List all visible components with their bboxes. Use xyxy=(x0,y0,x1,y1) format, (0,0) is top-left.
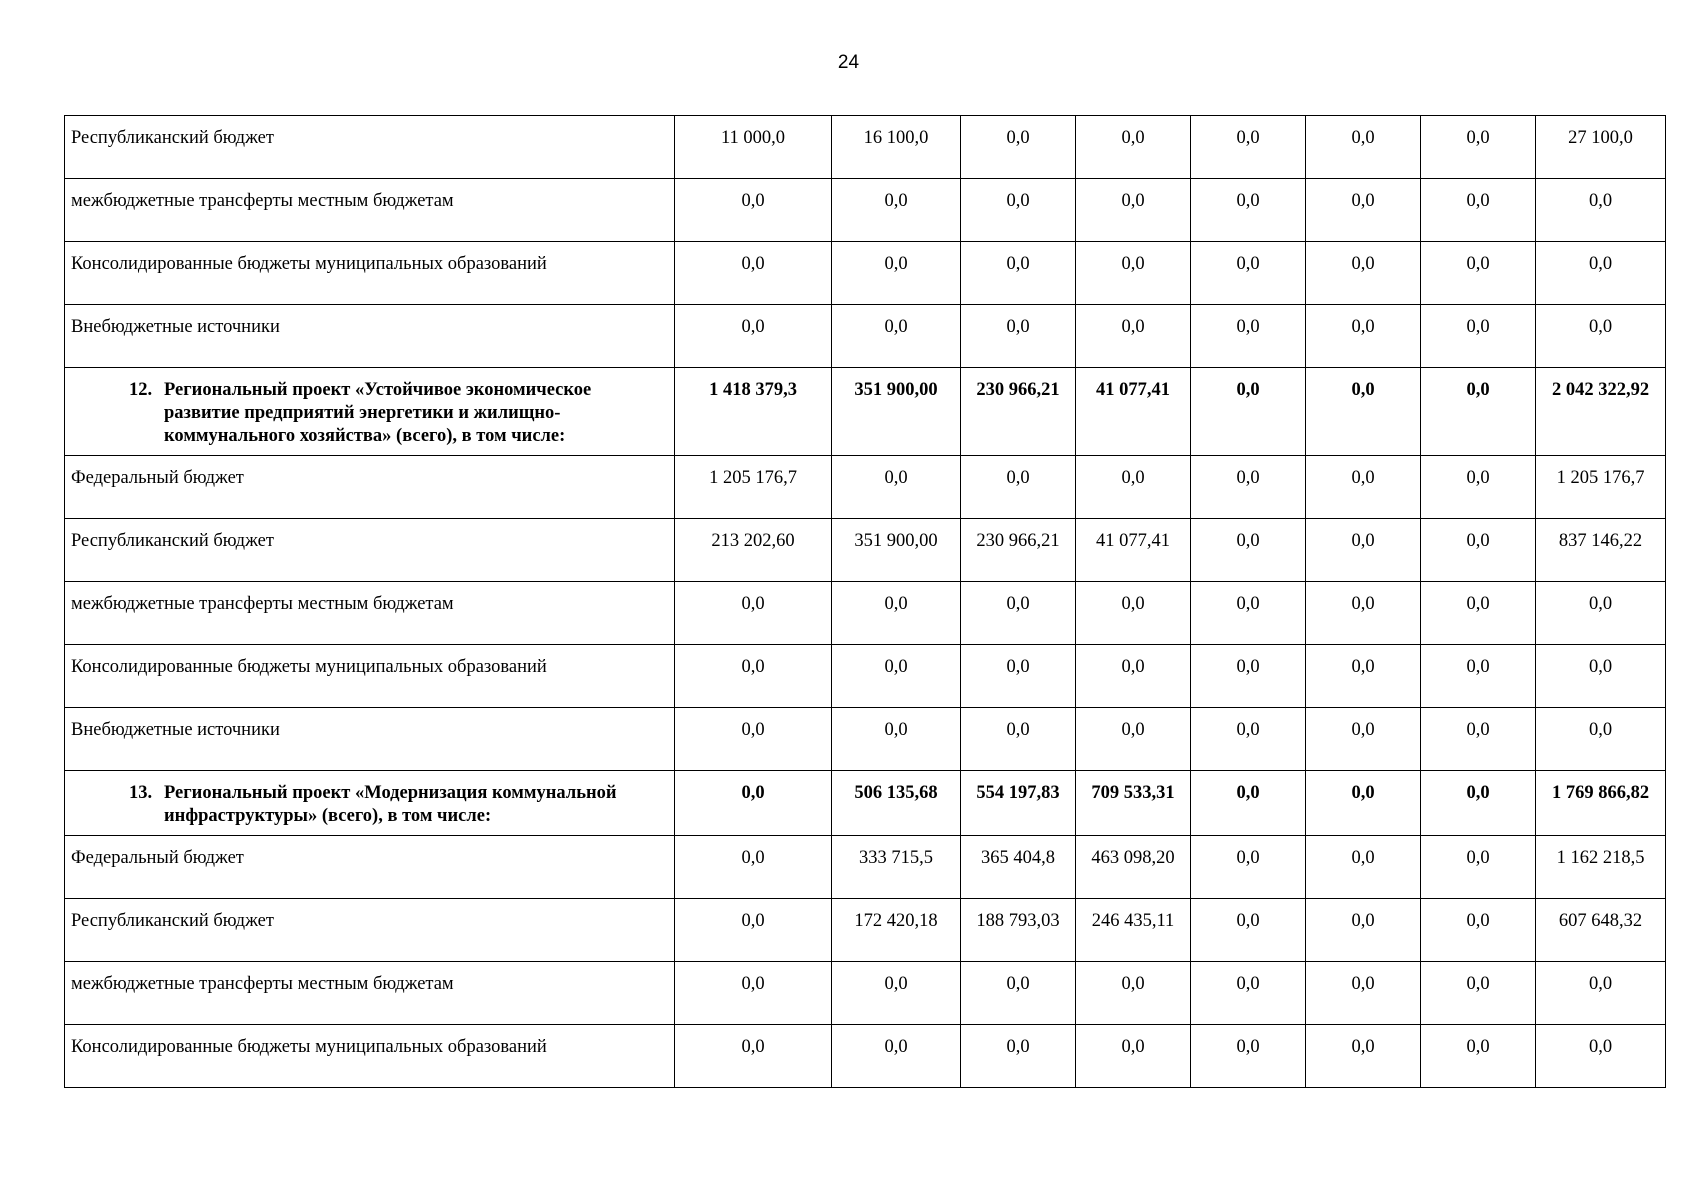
value-cell: 0,0 xyxy=(1421,582,1536,645)
value-cell: 0,0 xyxy=(1191,708,1306,771)
budget-table xyxy=(64,115,1666,1088)
project-title-cell xyxy=(65,368,675,456)
total-cell: 0,0 xyxy=(1536,962,1666,1025)
value-cell: 188 793,03 xyxy=(961,899,1076,962)
value-cell: 0,0 xyxy=(675,242,832,305)
value-cell: 0,0 xyxy=(1306,708,1421,771)
value-cell: 0,0 xyxy=(961,1025,1076,1088)
value-cell: 0,0 xyxy=(961,305,1076,368)
value-cell: 0,0 xyxy=(1076,708,1191,771)
value-cell: 0,0 xyxy=(1306,456,1421,519)
value-cell: 0,0 xyxy=(832,305,961,368)
table-row xyxy=(65,242,1666,305)
value-cell: 0,0 xyxy=(961,242,1076,305)
page-number: 24 xyxy=(837,52,860,73)
value-cell: 0,0 xyxy=(1306,645,1421,708)
value-cell: 0,0 xyxy=(961,456,1076,519)
value-cell: 0,0 xyxy=(961,962,1076,1025)
value-cell: 0,0 xyxy=(1306,305,1421,368)
value-cell: 0,0 xyxy=(1076,1025,1191,1088)
table-row xyxy=(65,519,1666,582)
value-cell: 0,0 xyxy=(832,179,961,242)
value-cell: 172 420,18 xyxy=(832,899,961,962)
value-cell: 0,0 xyxy=(1191,771,1306,836)
value-cell: 0,0 xyxy=(1421,305,1536,368)
table-row xyxy=(65,179,1666,242)
value-cell: 0,0 xyxy=(832,645,961,708)
value-cell: 0,0 xyxy=(1191,456,1306,519)
table-row xyxy=(65,305,1666,368)
value-cell: 41 077,41 xyxy=(1076,519,1191,582)
value-cell: 11 000,0 xyxy=(675,116,832,179)
budget-table-body xyxy=(65,116,1666,1088)
value-cell: 0,0 xyxy=(961,116,1076,179)
value-cell: 0,0 xyxy=(1076,582,1191,645)
value-cell: 0,0 xyxy=(1191,519,1306,582)
table-row xyxy=(65,645,1666,708)
value-cell: 0,0 xyxy=(832,456,961,519)
value-cell: 0,0 xyxy=(961,179,1076,242)
value-cell: 1 205 176,7 xyxy=(675,456,832,519)
value-cell: 333 715,5 xyxy=(832,836,961,899)
value-cell: 0,0 xyxy=(961,582,1076,645)
project-row xyxy=(65,368,1666,456)
value-cell: 0,0 xyxy=(1421,368,1536,456)
row-label: Консолидированные бюджеты муниципальных образований xyxy=(65,1025,675,1088)
row-label: Республиканский бюджет xyxy=(65,899,675,962)
row-label: Федеральный бюджет xyxy=(65,456,675,519)
value-cell: 0,0 xyxy=(1421,116,1536,179)
total-cell: 607 648,32 xyxy=(1536,899,1666,962)
value-cell: 0,0 xyxy=(1421,771,1536,836)
row-label: Консолидированные бюджеты муниципальных образований xyxy=(65,242,675,305)
table-row xyxy=(65,1025,1666,1088)
value-cell: 0,0 xyxy=(1421,836,1536,899)
value-cell: 0,0 xyxy=(1421,899,1536,962)
value-cell: 0,0 xyxy=(1191,242,1306,305)
row-label: межбюджетные трансферты местным бюджетам xyxy=(65,962,675,1025)
project-number: 13. xyxy=(129,783,153,803)
value-cell: 0,0 xyxy=(675,708,832,771)
total-cell: 0,0 xyxy=(1536,1025,1666,1088)
total-cell: 0,0 xyxy=(1536,582,1666,645)
value-cell: 0,0 xyxy=(1421,645,1536,708)
value-cell: 0,0 xyxy=(1306,836,1421,899)
value-cell: 0,0 xyxy=(961,645,1076,708)
project-title-cell xyxy=(65,771,675,836)
row-label: Республиканский бюджет xyxy=(65,519,675,582)
value-cell: 0,0 xyxy=(675,771,832,836)
value-cell: 0,0 xyxy=(832,582,961,645)
value-cell: 0,0 xyxy=(1076,116,1191,179)
table-row xyxy=(65,962,1666,1025)
value-cell: 0,0 xyxy=(1076,645,1191,708)
value-cell: 0,0 xyxy=(675,305,832,368)
value-cell: 0,0 xyxy=(1076,456,1191,519)
project-title: Региональный проект «Устойчивое экономическое развитие предприятий энергетики и жилищно-коммунального хозяйства» (всего), в том числе: xyxy=(164,380,592,446)
value-cell: 41 077,41 xyxy=(1076,368,1191,456)
value-cell: 351 900,00 xyxy=(832,519,961,582)
value-cell: 0,0 xyxy=(1306,582,1421,645)
row-label: Внебюджетные источники xyxy=(65,708,675,771)
value-cell: 0,0 xyxy=(675,962,832,1025)
value-cell: 0,0 xyxy=(832,708,961,771)
row-label: Республиканский бюджет xyxy=(65,116,675,179)
value-cell: 0,0 xyxy=(675,899,832,962)
value-cell: 365 404,8 xyxy=(961,836,1076,899)
value-cell: 0,0 xyxy=(1076,305,1191,368)
table-row xyxy=(65,708,1666,771)
value-cell: 0,0 xyxy=(1306,771,1421,836)
value-cell: 709 533,31 xyxy=(1076,771,1191,836)
total-cell: 0,0 xyxy=(1536,645,1666,708)
value-cell: 0,0 xyxy=(675,179,832,242)
value-cell: 0,0 xyxy=(1191,305,1306,368)
value-cell: 0,0 xyxy=(1076,242,1191,305)
value-cell: 0,0 xyxy=(1076,179,1191,242)
total-cell: 0,0 xyxy=(1536,179,1666,242)
table-row xyxy=(65,582,1666,645)
value-cell: 0,0 xyxy=(675,582,832,645)
value-cell: 0,0 xyxy=(1421,708,1536,771)
total-cell: 27 100,0 xyxy=(1536,116,1666,179)
row-label: межбюджетные трансферты местным бюджетам xyxy=(65,582,675,645)
table-row xyxy=(65,116,1666,179)
value-cell: 351 900,00 xyxy=(832,368,961,456)
value-cell: 0,0 xyxy=(1076,962,1191,1025)
value-cell: 0,0 xyxy=(832,962,961,1025)
value-cell: 0,0 xyxy=(1191,179,1306,242)
value-cell: 0,0 xyxy=(1191,962,1306,1025)
value-cell: 246 435,11 xyxy=(1076,899,1191,962)
value-cell: 0,0 xyxy=(1306,899,1421,962)
total-cell: 1 162 218,5 xyxy=(1536,836,1666,899)
value-cell: 0,0 xyxy=(961,708,1076,771)
value-cell: 0,0 xyxy=(1421,1025,1536,1088)
value-cell: 230 966,21 xyxy=(961,519,1076,582)
value-cell: 230 966,21 xyxy=(961,368,1076,456)
value-cell: 0,0 xyxy=(1191,645,1306,708)
value-cell: 0,0 xyxy=(675,836,832,899)
table-row xyxy=(65,456,1666,519)
value-cell: 554 197,83 xyxy=(961,771,1076,836)
row-label: Федеральный бюджет xyxy=(65,836,675,899)
project-row xyxy=(65,771,1666,836)
value-cell: 0,0 xyxy=(1191,116,1306,179)
value-cell: 0,0 xyxy=(1306,368,1421,456)
value-cell: 0,0 xyxy=(1421,242,1536,305)
value-cell: 0,0 xyxy=(1306,116,1421,179)
value-cell: 0,0 xyxy=(1421,179,1536,242)
value-cell: 16 100,0 xyxy=(832,116,961,179)
value-cell: 0,0 xyxy=(1421,519,1536,582)
value-cell: 0,0 xyxy=(1421,456,1536,519)
value-cell: 506 135,68 xyxy=(832,771,961,836)
value-cell: 0,0 xyxy=(1191,582,1306,645)
row-label: межбюджетные трансферты местным бюджетам xyxy=(65,179,675,242)
value-cell: 463 098,20 xyxy=(1076,836,1191,899)
value-cell: 0,0 xyxy=(1191,368,1306,456)
value-cell: 0,0 xyxy=(1306,1025,1421,1088)
project-title: Региональный проект «Модернизация коммунальной инфраструктуры» (всего), в том числе: xyxy=(164,783,617,826)
total-cell: 837 146,22 xyxy=(1536,519,1666,582)
total-cell: 1 769 866,82 xyxy=(1536,771,1666,836)
value-cell: 0,0 xyxy=(1306,179,1421,242)
row-label: Внебюджетные источники xyxy=(65,305,675,368)
total-cell: 1 205 176,7 xyxy=(1536,456,1666,519)
value-cell: 0,0 xyxy=(1306,519,1421,582)
value-cell: 0,0 xyxy=(1306,962,1421,1025)
value-cell: 0,0 xyxy=(1191,836,1306,899)
value-cell: 0,0 xyxy=(1191,899,1306,962)
value-cell: 1 418 379,3 xyxy=(675,368,832,456)
row-label: Консолидированные бюджеты муниципальных образований xyxy=(65,645,675,708)
total-cell: 0,0 xyxy=(1536,305,1666,368)
value-cell: 0,0 xyxy=(832,242,961,305)
total-cell: 0,0 xyxy=(1536,708,1666,771)
value-cell: 0,0 xyxy=(1421,962,1536,1025)
value-cell: 0,0 xyxy=(1306,242,1421,305)
total-cell: 0,0 xyxy=(1536,242,1666,305)
value-cell: 213 202,60 xyxy=(675,519,832,582)
value-cell: 0,0 xyxy=(832,1025,961,1088)
total-cell: 2 042 322,92 xyxy=(1536,368,1666,456)
value-cell: 0,0 xyxy=(675,1025,832,1088)
value-cell: 0,0 xyxy=(675,645,832,708)
table-row xyxy=(65,899,1666,962)
value-cell: 0,0 xyxy=(1191,1025,1306,1088)
table-row xyxy=(65,836,1666,899)
project-number: 12. xyxy=(129,380,153,400)
